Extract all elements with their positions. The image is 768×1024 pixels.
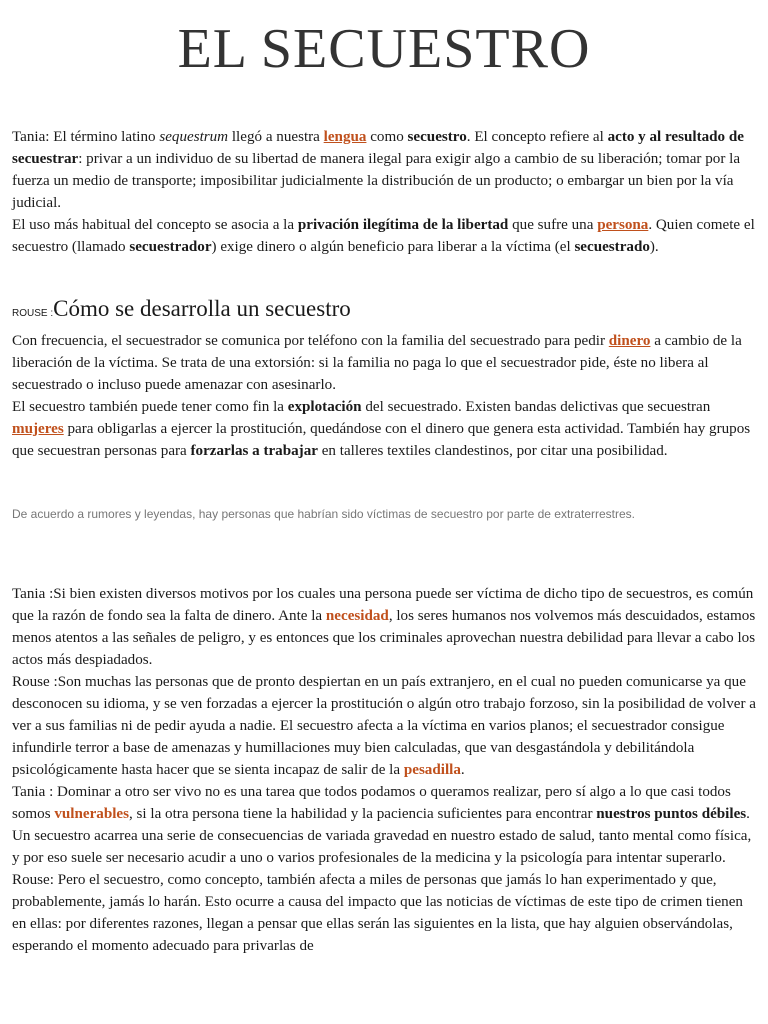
text: . El concepto refiere al (466, 129, 608, 145)
text: ). (649, 239, 659, 255)
bold-term: secuestro (407, 129, 467, 145)
caption-note: De acuerdo a rumores y leyendas, hay personas que habrían sido víctimas de secuestro por parte de extraterrestres. (12, 507, 635, 521)
link-persona[interactable]: persona (597, 217, 649, 233)
section-heading (12, 298, 756, 325)
paragraph-process (12, 330, 756, 462)
text: El uso más habitual del concepto se asocia a la (12, 217, 298, 233)
text: Tania :Si bien existen diversos motivos por los cuales una persona puede ser víctima de dicho tipo de secuestros, es común que la razón de fondo sea la falta de dinero. Ante la (12, 586, 754, 624)
link-lengua[interactable]: lengua (323, 129, 367, 145)
text: que sufre una (508, 217, 598, 233)
speaker-label: ROUSE : (12, 308, 54, 319)
link-mujeres[interactable]: mujeres (12, 421, 64, 437)
keyword-pesadilla: pesadilla (403, 762, 461, 778)
bold-term: forzarlas a trabajar (190, 443, 318, 459)
text: : privar a un individuo de su libertad de manera ilegal para exigir algo a cambio de su liberación; tomar por la fuerza un medio de transporte; imposibilitar judicialmente la distribución de un producto; o embargar un bien por la vía judicial. (12, 151, 741, 211)
text: a cambio de la liberación de la víctima. Se trata de una extorsión: si la familia no paga lo que el secuestrador pide, éste no libera al secuestrado o incluso puede amenazar con asesinarlo. (12, 333, 742, 393)
text: llegó a nuestra (228, 129, 324, 145)
bold-term: secuestrado (574, 239, 650, 255)
bold-term: explotación (287, 399, 362, 415)
text: Rouse: Pero el secuestro, como concepto, también afecta a miles de personas que jamás lo han experimentado y que, probablemente, jamás lo harán. Esto ocurre a causa del impacto que las noticias de víctimas de este tipo de crimen tienen en ellas: por diferentes razones, llegan a pensar que ellas serán las siguientes en la lista, que hay alguien observándolas, esperando el momento adecuado para privarlas de (12, 872, 743, 954)
bold-term: secuestrador (129, 239, 212, 255)
bold-term: privación ilegítima de la libertad (297, 217, 509, 233)
text: Rouse :Son muchas las personas que de pronto despiertan en un país extranjero, en el cual no pueden comunicarse ya que desconocen su idioma, y se ven forzadas a ejercer la prostitución o algún otro trabajo forzoso, sin la posibilidad de volver a ver a sus familias ni de pedir ayuda a nadie. El secuestro afecta a la víctima en varios planos; el secuestrador consigue infundirle terror a base de amenazas y humillaciones muy bien calculadas, que van desgastándola y debilitándola psicológicamente hasta hacer que se sienta incapaz de salir de la (12, 674, 756, 778)
bold-term: acto y al resultado de secuestrar (12, 129, 744, 167)
latin-term: sequestrum (159, 129, 229, 145)
text: Tania : Dominar a otro ser vivo no es una tarea que todos podamos o queramos realizar, pero sí algo a lo que casi todos somos (12, 784, 731, 822)
text: en talleres textiles clandestinos, por citar una posibilidad. (317, 443, 668, 459)
heading-text: Cómo se desarrolla un secuestro (53, 296, 351, 321)
paragraph-definition (12, 126, 756, 258)
page-title: EL SECUESTRO (177, 18, 591, 80)
text: . Quien comete el secuestro (llamado (12, 217, 755, 255)
text: , si la otra persona tiene la habilidad y la paciencia suficientes para encontrar (129, 806, 597, 822)
text: Tania: El término latino (12, 129, 160, 145)
text: como (366, 129, 408, 145)
link-dinero[interactable]: dinero (608, 333, 651, 349)
paragraph-dialogue (12, 583, 756, 957)
text: para obligarlas a ejercer la prostitución, quedándose con el dinero que genera esta actividad. También hay grupos que secuestran personas para (12, 421, 751, 459)
bold-term: nuestros puntos débiles (596, 806, 747, 822)
text: , los seres humanos nos volvemos más descuidados, estamos menos atentos a las señales de peligro, y es entonces que los criminales aprovechan nuestra debilidad para llevar a cabo los actos más despiadados. (12, 608, 756, 668)
text: Con frecuencia, el secuestrador se comunica por teléfono con la familia del secuestrado para pedir (12, 333, 609, 349)
text: El secuestro también puede tener como fin la (12, 399, 288, 415)
text: ) exige dinero o algún beneficio para liberar a la víctima (el (211, 239, 575, 255)
keyword-necesidad: necesidad (325, 608, 389, 624)
text: del secuestrado. Existen bandas delictivas que secuestran (361, 399, 711, 415)
text: . Un secuestro acarrea una serie de consecuencias de variada gravedad en nuestro estado de salud, tanto mental como física, y por eso suele ser necesario acudir a uno o varios profesionales de la medicina y la psicología para intentar superarlo. (12, 806, 752, 866)
keyword-vulnerables: vulnerables (54, 806, 129, 822)
text: . (460, 762, 465, 778)
